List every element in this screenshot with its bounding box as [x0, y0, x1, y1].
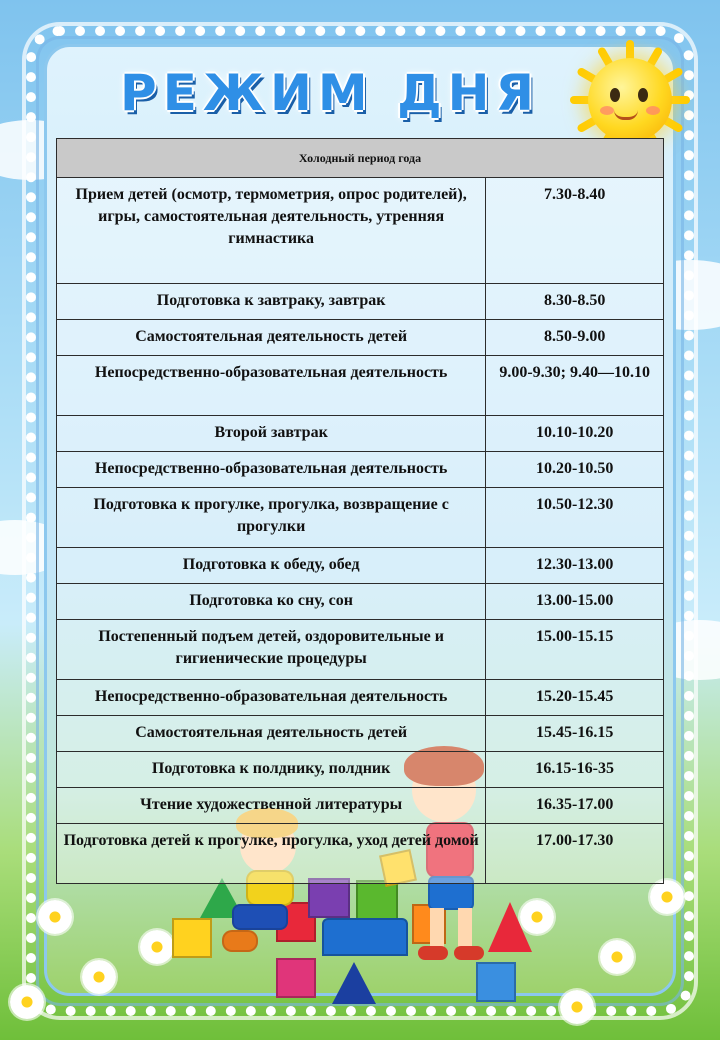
- period-header: Холодный период года: [57, 139, 664, 178]
- schedule-row: [57, 320, 664, 356]
- time-cell: 16.35-17.00: [486, 788, 664, 824]
- activity-cell: Непосредственно-образовательная деятельность: [57, 680, 486, 716]
- blue-arch-block: [322, 918, 408, 956]
- activity-cell: Самостоятельная деятельность детей: [57, 320, 486, 356]
- activity-cell: Подготовка к завтраку, завтрак: [57, 284, 486, 320]
- activity-cell: Постепенный подъем детей, оздоровительные и гигиенические процедуры: [57, 620, 486, 680]
- time-cell: 12.30-13.00: [486, 548, 664, 584]
- daisy-icon: [10, 985, 44, 1019]
- time-cell: 13.00-15.00: [486, 584, 664, 620]
- daisy-icon: [600, 940, 634, 974]
- schedule-row: [57, 752, 664, 788]
- page-title: РЕЖИМ ДНЯ: [120, 64, 540, 122]
- daisy-icon: [38, 900, 72, 934]
- red-pyramid: [488, 902, 532, 952]
- schedule-table: [56, 138, 664, 884]
- schedule-row: [57, 356, 664, 416]
- activity-cell: Подготовка ко сну, сон: [57, 584, 486, 620]
- purple-block: [308, 878, 350, 918]
- activity-cell: Непосредственно-образовательная деятельность: [57, 452, 486, 488]
- activity-cell: Подготовка к прогулке, прогулка, возвращение с прогулки: [57, 488, 486, 548]
- pink-block: [276, 958, 316, 998]
- table-header-row: [57, 139, 664, 178]
- schedule-row: [57, 716, 664, 752]
- time-cell: 16.15-16-35: [486, 752, 664, 788]
- activity-cell: Подготовка к полднику, полдник: [57, 752, 486, 788]
- schedule-row: [57, 178, 664, 284]
- schedule-row: [57, 548, 664, 584]
- activity-cell: Прием детей (осмотр, термометрия, опрос родителей), игры, самостоятельная деятельность, утренняя гимнастика: [57, 178, 486, 284]
- activity-cell: Подготовка детей к прогулке, прогулка, уход детей домой: [57, 824, 486, 884]
- schedule-row: [57, 416, 664, 452]
- time-cell: 10.10-10.20: [486, 416, 664, 452]
- activity-cell: Второй завтрак: [57, 416, 486, 452]
- schedule-row: [57, 788, 664, 824]
- daisy-icon: [82, 960, 116, 994]
- time-cell: 15.00-15.15: [486, 620, 664, 680]
- schedule-row: [57, 488, 664, 548]
- time-cell: 15.20-15.45: [486, 680, 664, 716]
- time-cell: 8.50-9.00: [486, 320, 664, 356]
- daisy-icon: [650, 880, 684, 914]
- navy-pyramid: [332, 962, 376, 1004]
- time-cell: 9.00-9.30; 9.40—10.10: [486, 356, 664, 416]
- yellow-block: [172, 918, 212, 958]
- schedule-row: [57, 284, 664, 320]
- time-cell: 10.20-10.50: [486, 452, 664, 488]
- schedule-row: [57, 620, 664, 680]
- green-block: [356, 880, 398, 920]
- time-cell: 17.00-17.30: [486, 824, 664, 884]
- time-cell: 10.50-12.30: [486, 488, 664, 548]
- time-cell: 15.45-16.15: [486, 716, 664, 752]
- blue-block: [476, 962, 516, 1002]
- schedule-row: [57, 680, 664, 716]
- time-cell: 7.30-8.40: [486, 178, 664, 284]
- schedule-row: [57, 824, 664, 884]
- activity-cell: Чтение художественной литературы: [57, 788, 486, 824]
- daisy-icon: [140, 930, 174, 964]
- daisy-icon: [560, 990, 594, 1024]
- activity-cell: Подготовка к обеду, обед: [57, 548, 486, 584]
- time-cell: 8.30-8.50: [486, 284, 664, 320]
- activity-cell: Непосредственно-образовательная деятельность: [57, 356, 486, 416]
- schedule-row: [57, 452, 664, 488]
- activity-cell: Самостоятельная деятельность детей: [57, 716, 486, 752]
- schedule-row: [57, 584, 664, 620]
